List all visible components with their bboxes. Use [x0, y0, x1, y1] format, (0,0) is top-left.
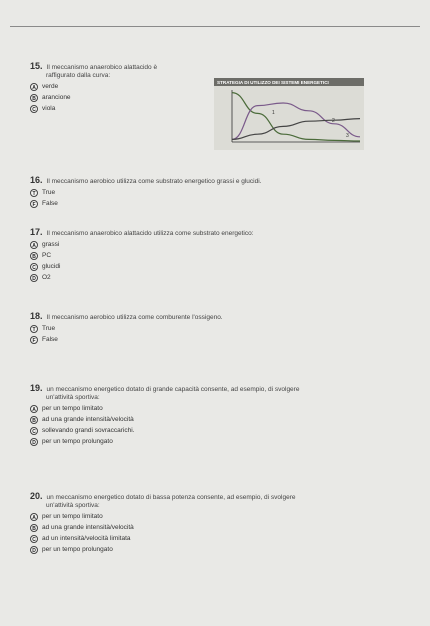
option-label: per un tempo limitato	[42, 513, 103, 520]
option-a[interactable]	[30, 404, 299, 414]
option-badge: D	[30, 546, 38, 554]
option-false[interactable]	[30, 335, 223, 345]
option-c[interactable]	[30, 426, 299, 436]
question-subtext: un'attività sportiva:	[46, 394, 100, 401]
question-number: 19.	[30, 383, 43, 393]
question-text: un meccanismo energetico dotato di grande capacità consente, ad esempio, di svolgere	[46, 386, 300, 393]
option-badge: B	[30, 94, 38, 102]
option-label: verde	[42, 83, 59, 90]
chart-title: STRATEGIA DI UTILIZZO DEI SISTEMI ENERGETICI	[217, 80, 329, 85]
option-badge: T	[30, 325, 38, 333]
option-badge: B	[30, 416, 38, 424]
option-label: O2	[42, 274, 51, 281]
option-a[interactable]	[30, 512, 295, 522]
option-badge: F	[30, 200, 38, 208]
option-label: ad una grande intensità/velocità	[42, 416, 134, 423]
question-17	[30, 228, 254, 283]
option-label: viola	[42, 105, 56, 112]
option-true[interactable]	[30, 188, 261, 198]
option-label: ad un intensità/velocità limitata	[42, 535, 131, 542]
option-b[interactable]	[30, 415, 299, 425]
option-badge: D	[30, 274, 38, 282]
option-d[interactable]	[30, 437, 299, 447]
option-c[interactable]	[30, 534, 295, 544]
question-19	[30, 384, 299, 447]
option-label: False	[42, 200, 58, 207]
top-rule	[10, 26, 420, 27]
question-number: 20.	[30, 491, 43, 501]
option-a[interactable]	[30, 240, 254, 250]
option-badge: C	[30, 427, 38, 435]
option-badge: B	[30, 524, 38, 532]
option-label: ad una grande intensità/velocità	[42, 524, 134, 531]
question-text: Il meccanismo aerobico utilizza come comburente l'ossigeno.	[46, 314, 223, 321]
option-d[interactable]	[30, 273, 254, 283]
option-c[interactable]	[30, 104, 157, 114]
option-label: per un tempo prolungato	[42, 546, 113, 553]
question-16	[30, 176, 261, 209]
question-15	[30, 62, 157, 114]
option-label: PC	[42, 252, 52, 259]
option-a[interactable]	[30, 82, 157, 92]
question-text: Il meccanismo aerobico utilizza come substrato energetico grassi e glucidi.	[46, 178, 262, 185]
question-number: 18.	[30, 311, 43, 321]
question-18	[30, 312, 223, 345]
energy-systems-chart	[214, 78, 364, 150]
option-label: True	[42, 189, 56, 196]
chart-annotation-3: 3	[346, 133, 349, 139]
option-label: grassi	[42, 241, 60, 248]
option-badge: C	[30, 263, 38, 271]
option-b[interactable]	[30, 251, 254, 261]
option-badge: A	[30, 405, 38, 413]
option-b[interactable]	[30, 523, 295, 533]
option-badge: F	[30, 336, 38, 344]
question-number: 15.	[30, 61, 43, 71]
option-badge: D	[30, 438, 38, 446]
option-label: arancione	[42, 94, 71, 101]
option-false[interactable]	[30, 199, 261, 209]
option-b[interactable]	[30, 93, 157, 103]
question-text: Il meccanismo anaerobico alattacido è	[46, 64, 158, 71]
option-true[interactable]	[30, 324, 223, 334]
chart-annotation-1: 1	[272, 110, 275, 116]
option-label: per un tempo limitato	[42, 405, 103, 412]
question-subtext: un'attività sportiva:	[46, 502, 100, 509]
question-number: 16.	[30, 175, 43, 185]
option-badge: A	[30, 241, 38, 249]
option-label: sollevando grandi sovraccarichi.	[42, 427, 135, 434]
question-text: Il meccanismo anaerobico alattacido utilizza come substrato energetico:	[46, 230, 254, 237]
option-badge: B	[30, 252, 38, 260]
option-badge: T	[30, 189, 38, 197]
option-c[interactable]	[30, 262, 254, 272]
option-badge: C	[30, 105, 38, 113]
question-20	[30, 492, 295, 555]
option-label: per un tempo prolungato	[42, 438, 113, 445]
option-label: glucidi	[42, 263, 61, 270]
question-subtext: raffigurato dalla curva:	[46, 72, 111, 79]
option-badge: A	[30, 83, 38, 91]
option-label: False	[42, 336, 58, 343]
question-text: un meccanismo energetico dotato di bassa potenza consente, ad esempio, di svolgere	[46, 494, 296, 501]
question-number: 17.	[30, 227, 43, 237]
option-d[interactable]	[30, 545, 295, 555]
chart-annotation-2: 2	[332, 118, 335, 124]
option-badge: C	[30, 535, 38, 543]
option-badge: A	[30, 513, 38, 521]
option-label: True	[42, 325, 56, 332]
